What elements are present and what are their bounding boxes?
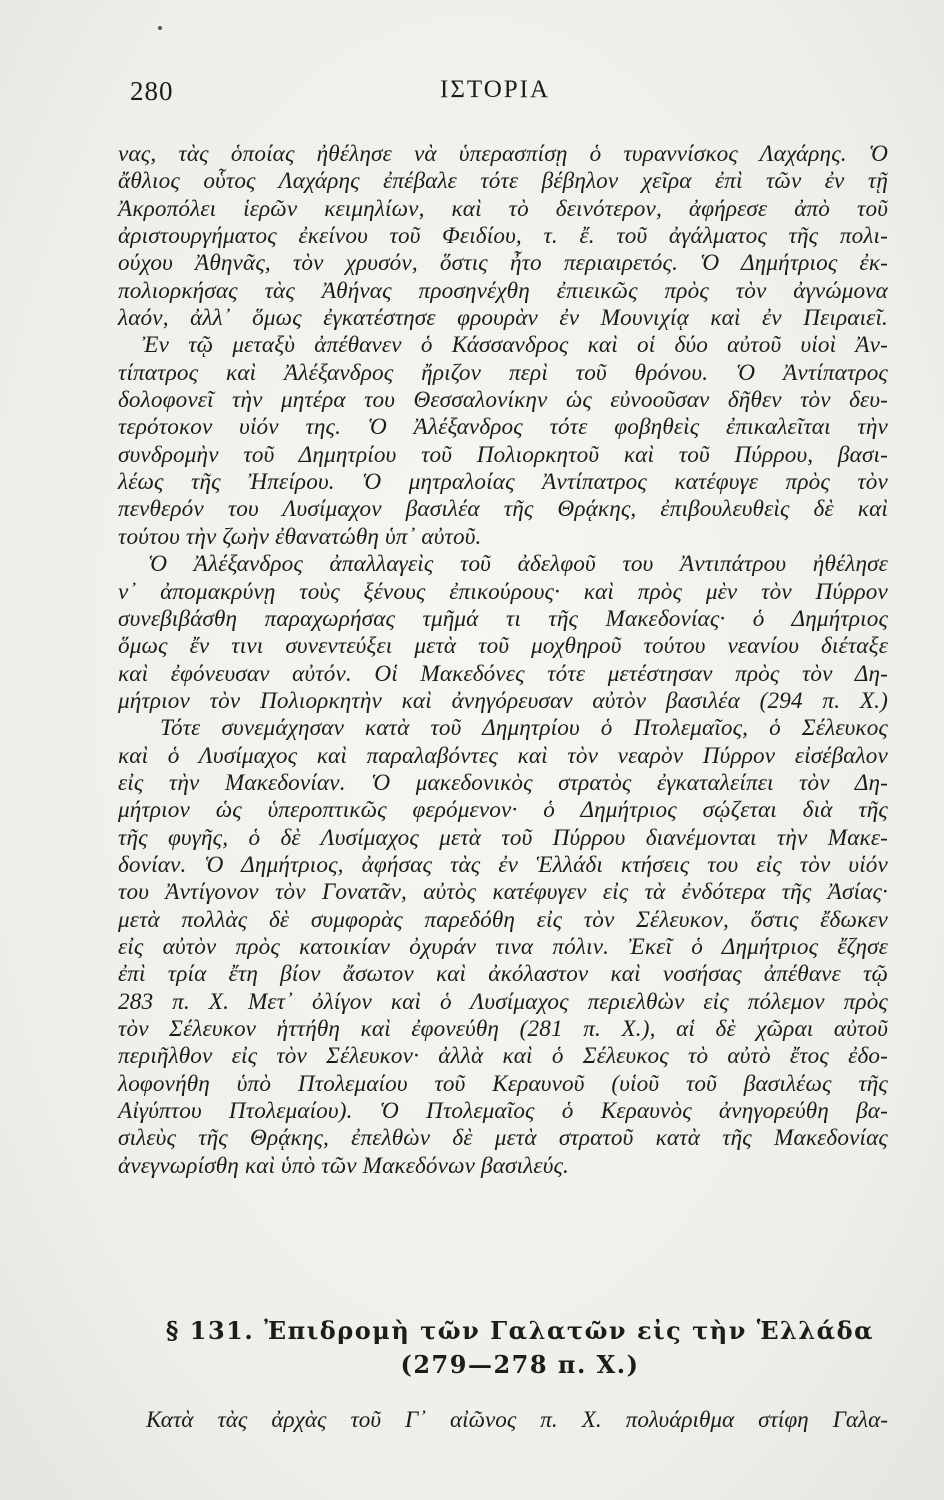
section-title: § 131. Ἐπιδρομὴ τῶν Γαλατῶν εἰς τὴν Ἑλλάδα xyxy=(165,1316,875,1345)
text-line: πενθερόν του Λυσίμαχον βασιλέα τῆς Θρᾴκης, ἐπιβουλευθεὶς δὲ καὶ xyxy=(118,496,888,523)
text-line: ἀριστουργήματος ἐκείνου τοῦ Φειδίου, τ. ἔ. τοῦ ἀγάλματος τῆς πολι- xyxy=(118,223,888,250)
text-line: λαόν, ἀλλ᾽ ὅμως ἐγκατέστησε φρουρὰν ἐν Μουνιχίᾳ καὶ ἐν Πειραιεῖ. xyxy=(118,305,888,332)
text-line: καὶ ἐφόνευσαν αὐτόν. Οἱ Μακεδόνες τότε μετέστησαν πρὸς τὸν Δη- xyxy=(118,660,888,687)
text-line: εἰς αὐτὸν πρὸς κατοικίαν ὀχυράν τινα πόλιν. Ἐκεῖ ὁ Δημήτριος ἔζησε xyxy=(118,933,888,960)
text-line: τίπατρος καὶ Ἀλέξανδρος ἤριζον περὶ τοῦ θρόνου. Ὁ Ἀντίπατρος xyxy=(118,359,888,386)
text-line: 283 π. Χ. Μετ᾽ ὀλίγον καὶ ὁ Λυσίμαχος περιελθὼν εἰς πόλεμον πρὸς xyxy=(118,988,888,1015)
text-line: ἐπὶ τρία ἔτη βίον ἄσωτον καὶ ἀκόλαστον καὶ νοσήσας ἀπέθανε τῷ xyxy=(118,961,888,988)
section-dates: (279—278 π. Χ.) xyxy=(400,1350,640,1379)
text-line: μήτριον τὸν Πολιορκητὴν καὶ ἀνηγόρευσαν αὐτὸν βασιλέα (294 π. Χ.) xyxy=(118,687,888,714)
text-line: Ὁ Ἀλέξανδρος ἀπαλλαγεὶς τοῦ ἀδελφοῦ του Ἀντιπάτρου ἠθέλησε xyxy=(148,551,888,578)
text-line: τῆς φυγῆς, ὁ δὲ Λυσίμαχος μετὰ τοῦ Πύρρου διανέμονται τὴν Μακε- xyxy=(118,824,888,851)
text-line: ἄθλιος οὗτος Λαχάρης ἐπέβαλε τότε βέβηλον χεῖρα ἐπὶ τῶν ἐν τῇ xyxy=(118,168,888,195)
text-line: νας, τὰς ὁποίας ἠθέλησε νὰ ὑπερασπίσῃ ὁ τυραννίσκος Λαχάρης. Ὁ xyxy=(118,141,888,167)
text-line: συνδρομὴν τοῦ Δημητρίου τοῦ Πολιορκητοῦ καὶ τοῦ Πύρρου, βασι- xyxy=(118,441,888,468)
text-line: του Ἀντίγονον τὸν Γονατᾶν, αὐτὸς κατέφυγεν εἰς τὰ ἐνδότερα τῆς Ἀσίας· xyxy=(118,879,888,906)
text-line: τερότοκον υἱόν της. Ὁ Ἀλέξανδρος τότε φοβηθεὶς ἐπικαλεῖται τὴν xyxy=(118,414,888,441)
text-line: Ἀκροπόλει ἱερῶν κειμηλίων, καὶ τὸ δεινότερον, ἀφήρεσε ἀπὸ τοῦ xyxy=(118,195,888,222)
text-line: μήτριον ὡς ὑπεροπτικῶς φερόμενον· ὁ Δημήτριος σῴζεται διὰ τῆς xyxy=(118,797,888,824)
text-line: μετὰ πολλὰς δὲ συμφορὰς παρεδόθη εἰς τὸν Σέλευκον, ὅστις ἔδωκεν xyxy=(118,906,888,933)
text-line: Ἐν τῷ μεταξὺ ἀπέθανεν ὁ Κάσσανδρος καὶ οἱ δύο αὐτοῦ υἱοὶ Ἀν- xyxy=(142,332,888,359)
text-line: περιῆλθον εἰς τὸν Σέλευκον· ἀλλὰ καὶ ὁ Σέλευκος τὸ αὐτὸ ἔτος ἐδο- xyxy=(118,1043,888,1070)
text-line: ν᾽ ἀπομακρύνῃ τοὺς ξένους ἐπικούρους· καὶ πρὸς μὲν τὸν Πύρρον xyxy=(118,578,888,605)
text-line: Κατὰ τὰς ἀρχὰς τοῦ Γ᾽ αἰῶνος π. Χ. πολυάριθμα στίφη Γαλα- xyxy=(146,1407,888,1433)
text-line: πολιορκήσας τὰς Ἀθήνας προσηνέχθη ἐπιεικῶς πρὸς τὸν ἀγνώμονα xyxy=(118,277,888,304)
text-line: δολοφονεῖ τὴν μητέρα του Θεσσαλονίκην ὡς εὐνοοῦσαν δῆθεν τὸν δευ- xyxy=(118,387,888,414)
text-line: ἀνεγνωρίσθη καὶ ὑπὸ τῶν Μακεδόνων βασιλεύς. xyxy=(118,1152,569,1179)
text-line: σιλεὺς τῆς Θρᾴκης, ἐπελθὼν δὲ μετὰ στρατοῦ κατὰ τῆς Μακεδονίας xyxy=(118,1125,888,1152)
section-body xyxy=(118,1407,888,1434)
text-line: λέως τῆς Ἠπείρου. Ὁ μητραλοίας Ἀντίπατρος κατέφυγε πρὸς τὸν xyxy=(118,469,888,496)
ink-speck xyxy=(158,26,162,30)
text-line: τούτου τὴν ζωὴν ἐθανατώθη ὑπ᾽ αὐτοῦ. xyxy=(118,523,482,550)
text-line: λοφονήθη ὑπὸ Πτολεμαίου τοῦ Κεραυνοῦ (υἱοῦ τοῦ βασιλέως τῆς xyxy=(118,1070,888,1097)
text-line: τὸν Σέλευκον ἡττήθη καὶ ἐφονεύθη (281 π. Χ.), αἱ δὲ χῶραι αὐτοῦ xyxy=(118,1016,888,1042)
text-line: ὅμως ἔν τινι συνεντεύξει μετὰ τοῦ μοχθηροῦ τούτου νεανίου διέταξε xyxy=(118,633,888,660)
text-line: καὶ ὁ Λυσίμαχος καὶ παραλαβόντες καὶ τὸν νεαρὸν Πύρρον εἰσέβαλον xyxy=(118,742,888,769)
page-header xyxy=(130,76,890,110)
section-heading xyxy=(140,1314,900,1382)
body-text xyxy=(118,141,888,1180)
text-line: εἰς τὴν Μακεδονίαν. Ὁ μακεδονικὸς στρατὸς ἐγκαταλείπει τὸν Δη- xyxy=(118,769,888,796)
text-line: Τότε συνεμάχησαν κατὰ τοῦ Δημητρίου ὁ Πτολεμαῖος, ὁ Σέλευκος xyxy=(160,715,888,742)
text-line: δονίαν. Ὁ Δημήτριος, ἀφήσας τὰς ἐν Ἑλλάδι κτήσεις του εἰς τὸν υἱόν xyxy=(118,851,888,878)
running-title: ΙΣΤΟΡΙΑ xyxy=(440,76,551,103)
text-line: ούχου Ἀθηνᾶς, τὸν χρυσόν, ὅστις ἦτο περιαιρετός. Ὁ Δημήτριος ἐκ- xyxy=(118,250,888,277)
text-line: συνεβιβάσθη παραχωρήσας τμῆμά τι τῆς Μακεδονίας· ὁ Δημήτριος xyxy=(118,605,888,632)
page-number: 280 xyxy=(130,76,174,106)
text-line: Αἰγύπτου Πτολεμαίου). Ὁ Πτολεμαῖος ὁ Κεραυνὸς ἀνηγορεύθη βα- xyxy=(118,1098,888,1125)
